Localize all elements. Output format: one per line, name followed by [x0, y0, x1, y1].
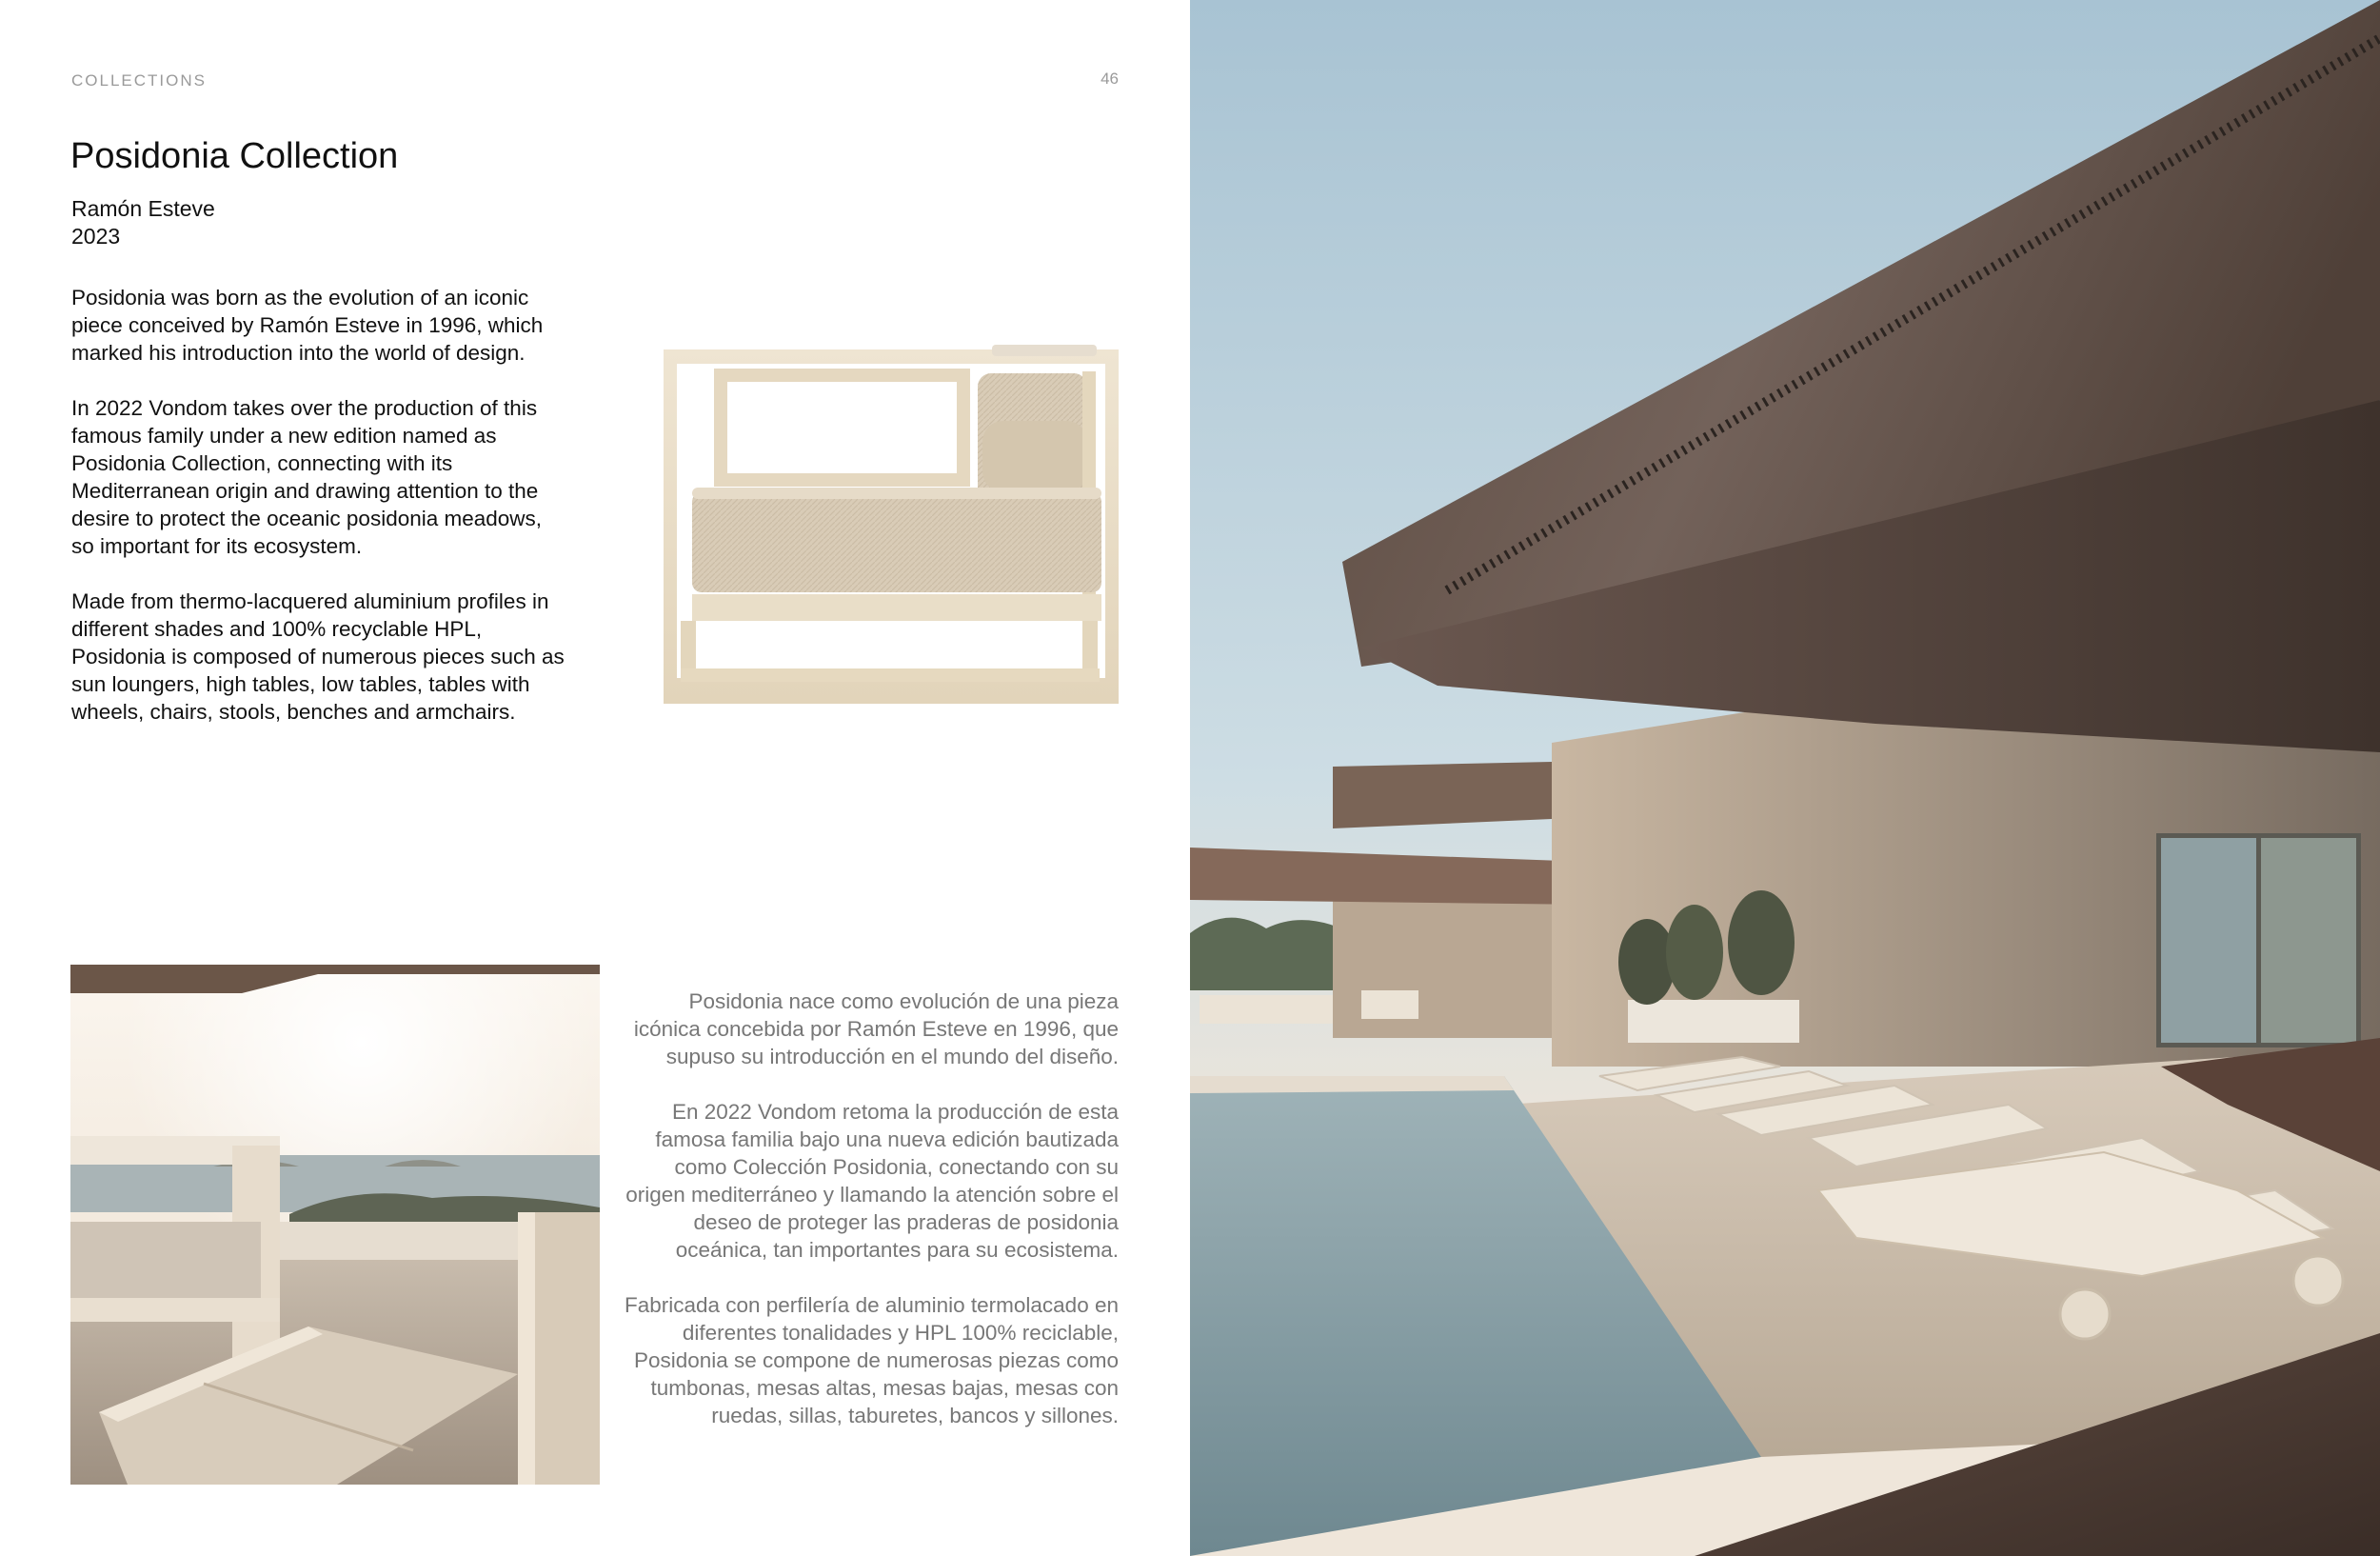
spanish-paragraph-3: Fabricada con perfilería de aluminio termolacado en diferentes tonalidades y HPL 100% reciclable, Posidonia se compone de numerosas piezas como tumbonas, mesas altas, mesas bajas, mesas con ruedas, sillas, taburetes, bancos y sillones. — [624, 1293, 1119, 1427]
spanish-description — [619, 987, 1119, 1457]
english-paragraph-2: In 2022 Vondom takes over the production of this famous family under a new edition named as Posidonia Collection, connecting with its Mediterranean origin and drawing attention to the desire to protect the oceanic posidonia meadows, so important for its ecosystem. — [71, 396, 543, 558]
page-number: 46 — [1101, 70, 1119, 88]
english-description — [71, 284, 566, 753]
english-paragraph-1: Posidonia was born as the evolution of an iconic piece conceived by Ramón Esteve in 1996, which marked his introduction into the world of design. — [71, 286, 544, 365]
armchair-product-image — [664, 345, 1119, 705]
collection-year: 2023 — [71, 224, 121, 249]
spanish-paragraph-1: Posidonia nace como evolución de una pieza icónica concebida por Ramón Esteve en 1996, que supuso su introducción en el mundo del diseño. — [633, 989, 1119, 1068]
terrace-lifestyle-image — [70, 965, 600, 1485]
spanish-paragraph-2: En 2022 Vondom retoma la producción de esta famosa familia bajo una nueva edición bautizada como Colección Posidonia, conectando con su origen mediterráneo y llamando la atención sobre el deseo de proteger las praderas de posidonia oceánica, tan importantes para su ecosistema. — [625, 1100, 1119, 1262]
pool-terrace-hero-image — [1190, 0, 2380, 1556]
english-paragraph-3: Made from thermo-lacquered aluminium profiles in different shades and 100% recyclable HPL, Posidonia is composed of numerous pieces such as sun loungers, high tables, low tables, tables with wheels, chairs, stools, benches and armchairs. — [71, 589, 565, 724]
section-label: COLLECTIONS — [71, 71, 207, 90]
page-title: Posidonia Collection — [70, 136, 399, 176]
designer-name: Ramón Esteve — [71, 196, 215, 221]
